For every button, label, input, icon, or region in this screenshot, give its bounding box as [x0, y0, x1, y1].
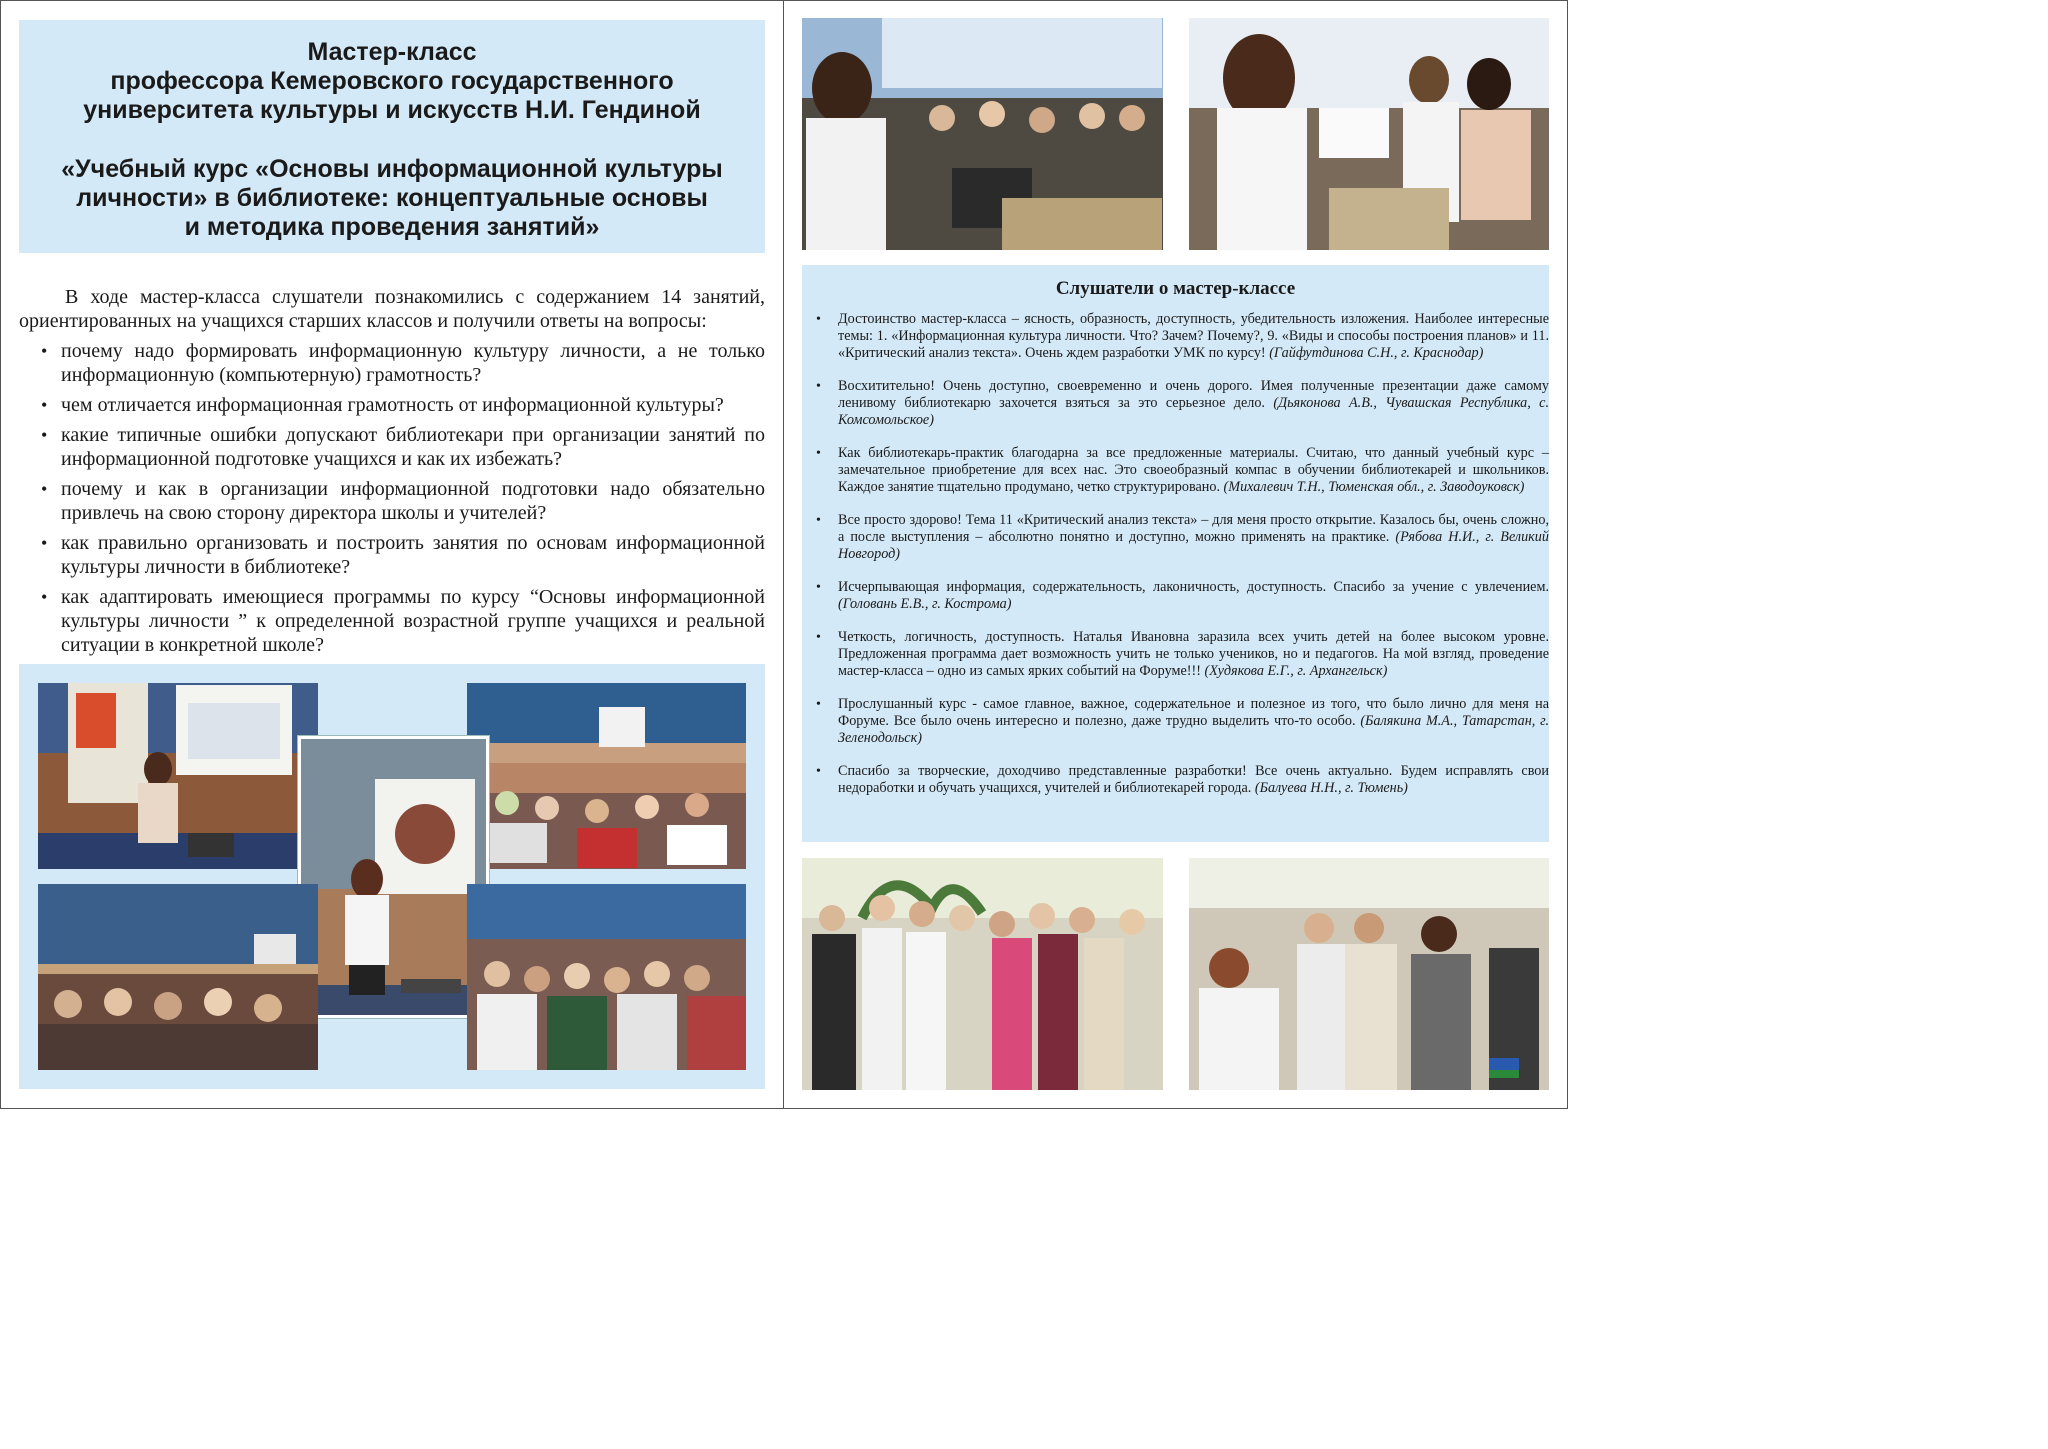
title-line: профессора Кемеровского государственного [110, 67, 674, 95]
reviews-heading: Слушатели о мастер-классе [1055, 278, 1296, 299]
course-title-line: «Учебный курс «Основы информационной культуры [61, 155, 723, 183]
review-author: (Михалевич Т.Н., Тюменская обл., г. Заводоуковск) [1223, 479, 1525, 495]
review-author: (Головань Е.В., г. Кострома) [838, 596, 1012, 612]
question-item: • почему надо формировать информационную культуру личности, а не только информационную (компьютерную) грамотность? [19, 339, 765, 387]
photo-hall-audience-right [467, 683, 746, 869]
review-author: (Балуева Н.Н., г. Тюмень) [1254, 780, 1408, 796]
reviews-panel [802, 265, 1549, 842]
photo-hall-audience-wide [467, 884, 746, 1070]
review-item [802, 629, 1549, 680]
intro-lead: В ходе мастер-класса слушатели познакомились с содержанием 14 занятий, ориентированных на учащихся старших классов и получили ответы на вопросы: [19, 286, 765, 332]
review-item [802, 378, 1549, 429]
review-author: (Дьяконова А.В., Чувашская Республика, с. Комсомольское) [838, 395, 1549, 428]
title-line: университета культуры и искусств Н.И. Гендиной [83, 96, 701, 124]
review-text: Восхитительно! Очень доступно, своевременно и очень дорого. Имея полученные презентации даже самому ленивому библиотекарю захочется взяться за это серьезное дело. [838, 378, 1549, 411]
review-author: (Гайфутдинова С.Н., г. Краснодар) [1269, 345, 1484, 361]
reviews-list [802, 311, 1549, 813]
review-text: Исчерпывающая информация, содержательность, лаконичность, доступность. Спасибо за учение с увлечением. [838, 579, 1549, 595]
photo-presenter-podium [38, 683, 318, 869]
course-title-line: личности» в библиотеке: концептуальные основы [76, 184, 708, 212]
review-item [802, 512, 1549, 563]
title-line: Мастер-класс [307, 38, 477, 66]
review-item [802, 696, 1549, 747]
review-text: Все просто здорово! Тема 11 «Критический анализ текста» – для меня просто открытие. Казалось бы, очень сложно, а после выступления – абсолютно понятно и доступно, можно применять на практике. [838, 512, 1549, 545]
question-item: • как правильно организовать и построить занятия по основам информационной культуры личности в библиотеке? [19, 531, 765, 579]
review-author: (Худякова Е.Г., г. Архангельск) [1204, 663, 1388, 679]
photo-forum-lobby [1189, 858, 1549, 1090]
photo-presenter-center [298, 736, 489, 1018]
review-author: (Рябова Н.И., г. Великий Новгород) [838, 529, 1549, 562]
photo-group-participants [802, 858, 1163, 1090]
review-text: Достоинство мастер-класса – ясность, образность, доступность, убедительность изложения. Наиболее интересные темы: 1. «Информационная культура личности. Что? Зачем? Почему?, 9. «Виды и способы построения планов» и 11. «Критический анализ текста». Очень ждем разработки УМК по курсу! [838, 311, 1549, 361]
review-text: Как библиотекарь-практик благодарна за все предложенные материалы. Считаю, что данный учебный курс – замечательное приобретение для всех нас. Это своеобразный компас в обучении библиотекарей и школьников. Каждое занятие тщательно продумано, четко структурировано. [838, 445, 1549, 495]
question-item: • чем отличается информационная грамотность от информационной культуры? [19, 393, 765, 417]
questions-list [19, 339, 765, 657]
photo-hall-audience-left [38, 884, 318, 1070]
question-item: • почему и как в организации информационной подготовки надо обязательно привлечь на свою сторону директора школы и учителей? [19, 477, 765, 525]
question-item: • какие типичные ошибки допускают библиотекари при организации занятий по информационной подготовке учащихся и как их избежать? [19, 423, 765, 471]
course-title-line: и методика проведения занятий» [184, 213, 600, 241]
title-block [19, 20, 765, 253]
spread-divider [783, 0, 784, 1109]
review-text: Спасибо за творческие, доходчиво представленные разработки! Все очень актуально. Будем исправлять свои недоработки и обучать учащихся, учителей и библиотекарей города. [838, 763, 1549, 796]
review-text: Прослушанный курс - самое главное, важное, содержательное и полезное из того, что было лично для меня на Форуме. Все было очень интересно и полезно, даже трудно выделить что-то особо. [838, 696, 1549, 729]
review-text: Четкость, логичность, доступность. Наталья Ивановна заразила всех учить детей на более высоком уровне. Предложенная программа дает возможность учить не только учеников, но и педагогов. На мой взгляд, проведение мастер-класса – одно из самых ярких событий на Форуме!!! [838, 629, 1549, 679]
intro-section [19, 285, 765, 663]
photo-consultation [1189, 18, 1549, 250]
review-item [802, 763, 1549, 797]
review-item [802, 579, 1549, 613]
question-item: • как адаптировать имеющиеся программы по курсу “Основы информационной культуры личности ” к определенной возрастной группе учащихся и реальной ситуации в конкретной школе? [19, 585, 765, 657]
photo-lecture-laptop [802, 18, 1163, 250]
review-author: (Балякина М.А., Татарстан, г. Зеленодольск) [838, 713, 1550, 746]
photo-collage-panel [19, 664, 765, 1089]
review-item [802, 311, 1549, 362]
review-item [802, 445, 1549, 496]
